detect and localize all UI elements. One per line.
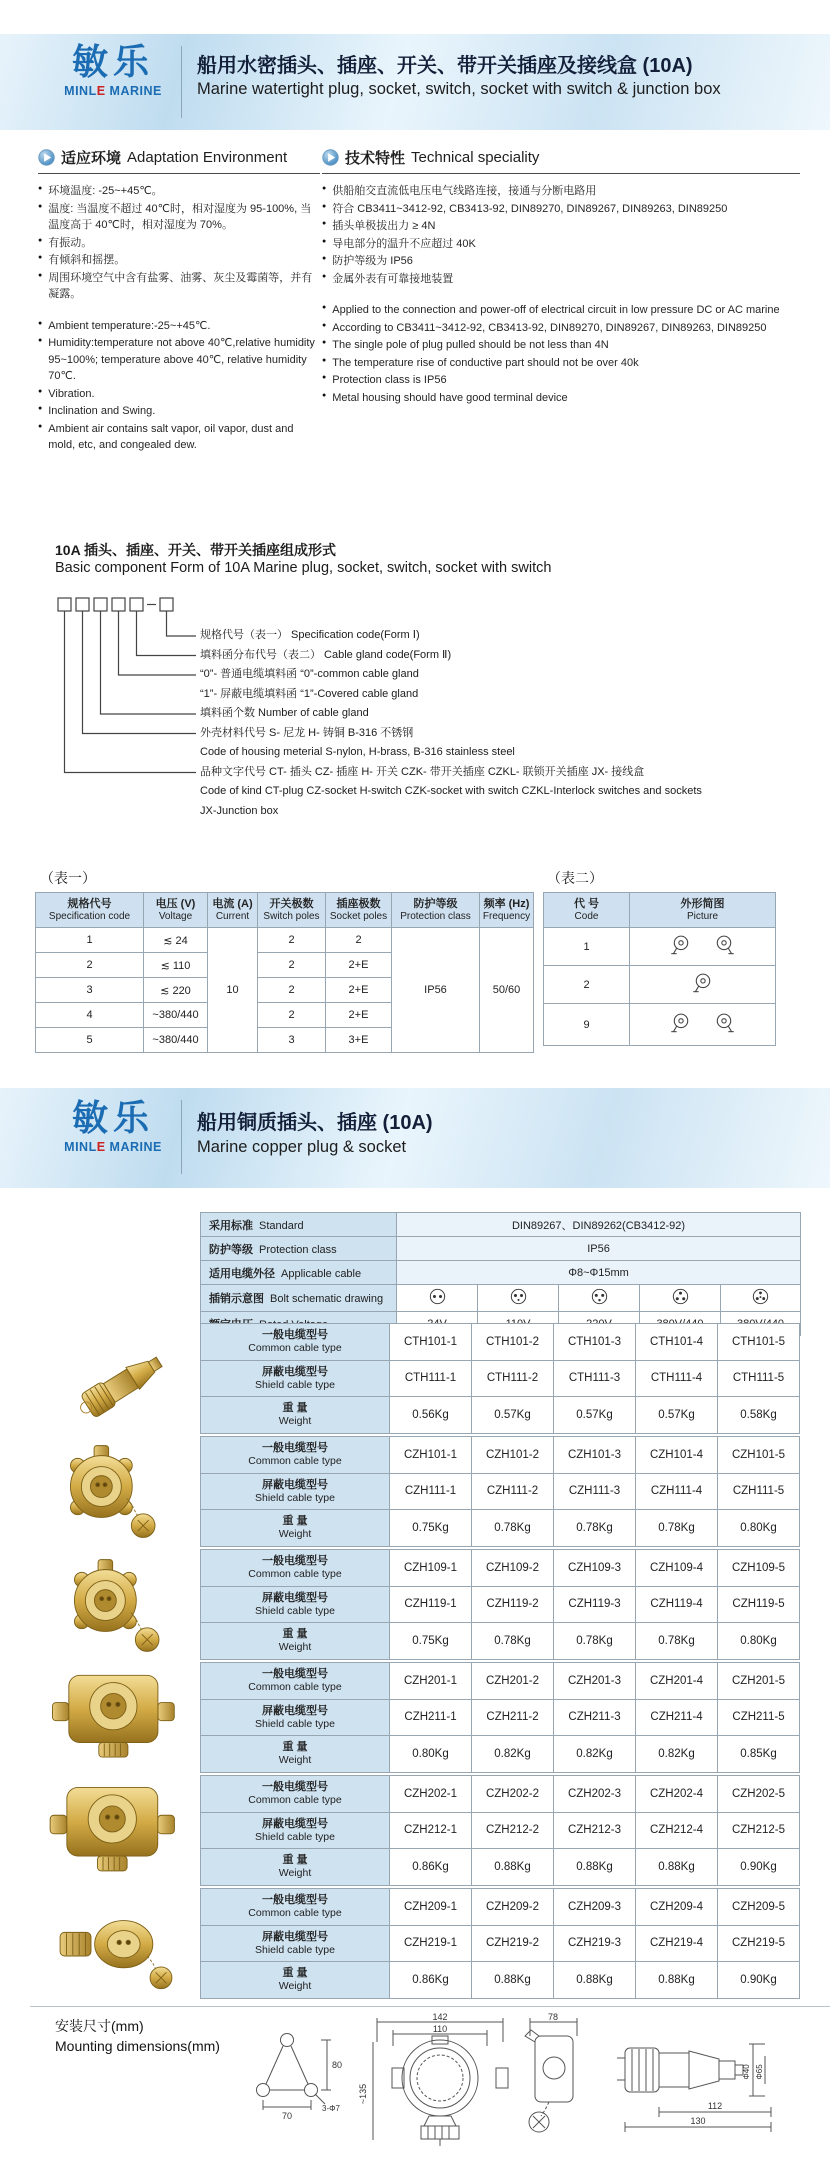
model-cell: 0.82Kg <box>636 1736 718 1773</box>
model-cell: CZH202-1 <box>390 1776 472 1813</box>
model-cell: CZH202-3 <box>554 1776 636 1813</box>
cell: 1 <box>36 928 144 953</box>
model-cell: 0.75Kg <box>390 1510 472 1547</box>
common-cable-row <box>201 1776 800 1813</box>
component-code-diagram <box>50 588 200 788</box>
col-voltage: 电压 (V) Voltage <box>144 893 208 928</box>
model-cell: CZH209-5 <box>718 1889 800 1926</box>
cell: 2 <box>258 953 326 978</box>
model-cell: CTH101-3 <box>554 1324 636 1361</box>
model-cell: CTH111-5 <box>718 1360 800 1397</box>
model-cell: CTH111-2 <box>472 1360 554 1397</box>
spec-label: 适用电缆外径 Applicable cable <box>201 1261 397 1285</box>
gland-diagram-icon <box>711 1012 737 1034</box>
row-label: 一般电缆型号 Common cable type <box>201 1324 390 1361</box>
brand-name-en: MINLE MARINE <box>64 1140 162 1154</box>
model-cell: 0.86Kg <box>390 1962 472 1999</box>
model-cell: CZH209-4 <box>636 1889 718 1926</box>
common-cable-row <box>201 1437 800 1474</box>
model-cell: CZH202-5 <box>718 1776 800 1813</box>
section-divider <box>30 2006 830 2007</box>
product-table-2 <box>200 1436 800 1547</box>
component-code-labels <box>200 626 820 821</box>
spec-label: 防护等级 Protection class <box>201 1237 397 1261</box>
bullet-item: ● According to CB3411~3412-92, CB3413-92, DIN89270, DIN89267, DIN89263, DIN89250 <box>322 320 800 337</box>
col-spec-code: 规格代号 Specification code <box>36 893 144 928</box>
bullet-item: ● 防护等级为 IP56 <box>322 253 800 270</box>
cell: ≲ 110 <box>144 953 208 978</box>
product-photo-plug <box>72 1328 182 1438</box>
spec-value: Φ8~Φ15mm <box>397 1261 801 1285</box>
cell: 2 <box>258 1003 326 1028</box>
page2-title-en: Marine copper plug & socket <box>197 1138 407 1156</box>
bullet-item: ● Ambient temperature:-25~+45℃. <box>38 318 320 335</box>
row-label: 一般电缆型号 Common cable type <box>201 1550 390 1587</box>
bullet-item: ● 金属外表有可靠接地装置 <box>322 271 800 288</box>
spec-label: 采用标准 Standard <box>201 1213 397 1237</box>
model-cell: CZH101-2 <box>472 1437 554 1474</box>
spec-row-cable <box>201 1261 801 1285</box>
code-label-line: JX-Junction box <box>200 804 279 817</box>
model-cell: CTH111-3 <box>554 1360 636 1397</box>
dim-142: 142 <box>432 2012 448 2022</box>
model-cell: 0.78Kg <box>636 1623 718 1660</box>
bullet-item: ● The single pole of plug pulled should be not less than 4N <box>322 337 800 354</box>
model-cell: CZH212-3 <box>554 1812 636 1849</box>
dim-40: Φ40 <box>742 2064 751 2080</box>
model-cell: CZH211-4 <box>636 1699 718 1736</box>
model-cell: CZH111-4 <box>636 1473 718 1510</box>
model-cell: CTH101-5 <box>718 1324 800 1361</box>
cell: 2 <box>326 928 392 953</box>
table-row <box>544 1004 776 1046</box>
pin-diagram-icon <box>478 1285 559 1312</box>
model-cell: 0.82Kg <box>472 1736 554 1773</box>
common-cable-row <box>201 1324 800 1361</box>
brand-name-cn: 敏乐 <box>71 41 154 82</box>
model-cell: CZH109-4 <box>636 1550 718 1587</box>
model-cell: CZH211-1 <box>390 1699 472 1736</box>
bullet-item: ● Humidity:temperature not above 40℃,relative humidity 95~100%; temperature above 40℃, relative humidity 70℃. <box>38 335 320 385</box>
bullet-item: ● 供船舶交直流低电压电气线路连接，接通与分断电路用 <box>322 183 800 200</box>
shield-cable-row <box>201 1360 800 1397</box>
gland-diagram-icon <box>668 1012 694 1034</box>
dim-110: 110 <box>432 2024 448 2034</box>
cell-protection: IP56 <box>392 928 480 1053</box>
row-label: 重 量 Weight <box>201 1736 390 1773</box>
row-label: 一般电缆型号 Common cable type <box>201 1663 390 1700</box>
row-label: 重 量 Weight <box>201 1623 390 1660</box>
model-cell: CTH101-1 <box>390 1324 472 1361</box>
model-cell: 0.86Kg <box>390 1849 472 1886</box>
cell: 4 <box>36 1003 144 1028</box>
product-photo-socket <box>46 1896 196 1996</box>
model-cell: 0.90Kg <box>718 1849 800 1886</box>
model-cell: CZH212-2 <box>472 1812 554 1849</box>
dim-3f7: 3-Φ7 <box>322 2104 340 2113</box>
table-row <box>544 966 776 1004</box>
technical-section <box>322 147 800 407</box>
page1-title-en: Marine watertight plug, socket, switch, socket with switch & junction box <box>197 80 721 98</box>
product-photo-socket <box>42 1668 192 1768</box>
model-cell: CTH111-4 <box>636 1360 718 1397</box>
section-arrow-icon <box>38 149 55 166</box>
code-label-line: “0”- 普通电缆填料函 “0”-common cable gland <box>200 668 419 680</box>
brand-name-cn: 敏乐 <box>71 1097 154 1138</box>
model-cell: 0.80Kg <box>718 1510 800 1547</box>
pin-diagram-icon <box>721 1285 801 1312</box>
model-cell: CZH209-3 <box>554 1889 636 1926</box>
col-protection: 防护等级 Protection class <box>392 893 480 928</box>
model-cell: 0.78Kg <box>472 1623 554 1660</box>
dim-65: Φ65 <box>755 2064 764 2080</box>
model-cell: CZH119-5 <box>718 1586 800 1623</box>
dim-70: 70 <box>281 2111 293 2121</box>
adaptation-section <box>38 147 320 455</box>
bullet-item: ● Ambient air contains salt vapor, oil vapor, dust and mold, etc, and congealed dew. <box>38 421 320 454</box>
model-cell: CZH119-3 <box>554 1586 636 1623</box>
table-row <box>544 928 776 966</box>
model-cell: CZH209-1 <box>390 1889 472 1926</box>
product-table-1 <box>200 1323 800 1434</box>
model-cell: CZH119-2 <box>472 1586 554 1623</box>
spec-label: 插销示意图 Bolt schematic drawing <box>201 1285 397 1312</box>
table2-header-row <box>544 893 776 928</box>
brand-logo <box>48 42 178 98</box>
model-cell: CZH109-3 <box>554 1550 636 1587</box>
bullet-item: ● 符合 CB3411~3412-92, CB3413-92, DIN89270, DIN89267, DIN89263, DIN89250 <box>322 201 800 218</box>
table2-caption: （表二） <box>547 870 603 886</box>
code-label-line: 填料函个数 Number of cable gland <box>200 707 369 719</box>
weight-row <box>201 1510 800 1547</box>
spec-value: IP56 <box>397 1237 801 1261</box>
product-photo-socket <box>38 1780 194 1882</box>
row-label: 重 量 Weight <box>201 1510 390 1547</box>
weight-row <box>201 1849 800 1886</box>
gland-form-table <box>543 892 776 1046</box>
cell: 3+E <box>326 1028 392 1053</box>
model-cell: CZH101-1 <box>390 1437 472 1474</box>
code-label-line: “1”- 屏蔽电缆填料函 “1”-Covered cable gland <box>200 687 419 700</box>
model-cell: CZH219-4 <box>636 1925 718 1962</box>
gland-diagram-icon <box>668 934 694 956</box>
col-current: 电流 (A) Current <box>208 893 258 928</box>
model-cell: CZH111-5 <box>718 1473 800 1510</box>
model-cell: CZH212-4 <box>636 1812 718 1849</box>
header-divider <box>181 1100 182 1174</box>
cell: 2+E <box>326 978 392 1003</box>
model-cell: CZH109-5 <box>718 1550 800 1587</box>
shield-cable-row <box>201 1812 800 1849</box>
dim-130: 130 <box>690 2116 706 2126</box>
product-photo-socket <box>44 1556 194 1656</box>
dim-112: 112 <box>707 2101 723 2111</box>
shield-cable-row <box>201 1925 800 1962</box>
model-cell: 0.88Kg <box>554 1962 636 1999</box>
header-divider <box>181 46 182 118</box>
cell-current: 10 <box>208 928 258 1053</box>
model-cell: CZH209-2 <box>472 1889 554 1926</box>
weight-row <box>201 1397 800 1434</box>
weight-row <box>201 1736 800 1773</box>
adaptation-items-cn <box>38 183 320 303</box>
row-label: 重 量 Weight <box>201 1962 390 1999</box>
cell: ~380/440 <box>144 1003 208 1028</box>
model-cell: CTH101-4 <box>636 1324 718 1361</box>
code-label-line: Code of housing meterial S-nylon, H-brass, B-316 stainless steel <box>200 746 515 758</box>
table-row <box>36 928 534 953</box>
row-label: 屏蔽电缆型号 Shield cable type <box>201 1473 390 1510</box>
model-cell: 0.57Kg <box>472 1397 554 1434</box>
page2-title-cn: 船用铜质插头、插座 (10A) <box>197 1112 433 1134</box>
gland-diagram-icon <box>711 934 737 956</box>
model-cell: CZH101-5 <box>718 1437 800 1474</box>
dim-135: ~135 <box>358 2083 368 2105</box>
spec-row-protection <box>201 1237 801 1261</box>
row-label: 一般电缆型号 Common cable type <box>201 1889 390 1926</box>
spec-row-bolt <box>201 1285 801 1312</box>
cell-picture <box>630 1004 776 1046</box>
cell: 5 <box>36 1028 144 1053</box>
row-label: 屏蔽电缆型号 Shield cable type <box>201 1586 390 1623</box>
model-cell: CZH109-1 <box>390 1550 472 1587</box>
model-cell: CZH101-3 <box>554 1437 636 1474</box>
component-title-en: Basic component Form of 10A Marine plug, socket, switch, socket with switch <box>55 560 552 576</box>
technical-items-cn <box>322 183 800 287</box>
cell-frequency: 50/60 <box>480 928 534 1053</box>
bullet-item: ● Metal housing should have good terminal device <box>322 390 800 407</box>
section-arrow-icon <box>322 149 339 166</box>
component-title-cn: 10A 插头、插座、开关、带开关插座组成形式 <box>55 542 337 558</box>
table1-caption: （表一） <box>40 870 96 886</box>
table1-header-row <box>36 893 534 928</box>
model-cell: CZH211-5 <box>718 1699 800 1736</box>
shield-cable-row <box>201 1699 800 1736</box>
col-socket-poles: 插座极数 Socket poles <box>326 893 392 928</box>
model-cell: 0.78Kg <box>472 1510 554 1547</box>
technical-title-en: Technical speciality <box>411 149 540 166</box>
pin-diagram-icon <box>559 1285 640 1312</box>
model-cell: CZH201-1 <box>390 1663 472 1700</box>
model-cell: CZH119-4 <box>636 1586 718 1623</box>
weight-row <box>201 1962 800 1999</box>
cell: 2 <box>36 953 144 978</box>
model-cell: 0.78Kg <box>636 1510 718 1547</box>
model-cell: 0.57Kg <box>636 1397 718 1434</box>
code-label-line: Code of kind CT-plug CZ-socket H-switch CZK-socket with switch CZKL-Interlock switches and sockets <box>200 785 702 797</box>
model-cell: CZH201-5 <box>718 1663 800 1700</box>
shield-cable-row <box>201 1586 800 1623</box>
row-label: 屏蔽电缆型号 Shield cable type <box>201 1360 390 1397</box>
spec-row-standard <box>201 1213 801 1237</box>
cell: 2+E <box>326 953 392 978</box>
product-table-4 <box>200 1662 800 1773</box>
model-cell: CTH111-1 <box>390 1360 472 1397</box>
cell-picture <box>630 966 776 1004</box>
model-cell: CZH212-5 <box>718 1812 800 1849</box>
col-code: 代 号 Code <box>544 893 630 928</box>
model-cell: 0.82Kg <box>554 1736 636 1773</box>
mounting-title-en: Mounting dimensions(mm) <box>55 2038 220 2054</box>
cell-code: 2 <box>544 966 630 1004</box>
model-cell: 0.78Kg <box>554 1623 636 1660</box>
product-spec-table <box>200 1212 801 1336</box>
cell: 3 <box>258 1028 326 1053</box>
model-cell: CZH202-4 <box>636 1776 718 1813</box>
shield-cable-row <box>201 1473 800 1510</box>
common-cable-row <box>201 1550 800 1587</box>
page1-title-cn: 船用水密插头、插座、开关、带开关插座及接线盒 (10A) <box>197 55 693 77</box>
bullet-item: ● Vibration. <box>38 386 320 403</box>
bullet-item: ● Applied to the connection and power-off of electrical circuit in low pressure DC or AC marine <box>322 302 800 319</box>
bullet-item: ● Protection class is IP56 <box>322 372 800 389</box>
cell-code: 9 <box>544 1004 630 1046</box>
model-cell: CZH109-2 <box>472 1550 554 1587</box>
gland-diagram-icon <box>690 972 716 994</box>
bullet-item: ● 周围环境空气中含有盐雾、油雾、灰尘及霉菌等，并有凝露。 <box>38 270 320 303</box>
col-picture: 外形简图 Picture <box>630 893 776 928</box>
model-cell: 0.75Kg <box>390 1623 472 1660</box>
model-cell: CZH201-3 <box>554 1663 636 1700</box>
cell: 2 <box>258 928 326 953</box>
model-cell: CZH201-4 <box>636 1663 718 1700</box>
bullet-item: ● The temperature rise of conductive part should not be over 40k <box>322 355 800 372</box>
spec-value: DIN89267、DIN89262(CB3412-92) <box>397 1213 801 1237</box>
col-frequency: 频率 (Hz) Frequency <box>480 893 534 928</box>
cell: 2+E <box>326 1003 392 1028</box>
technical-title-cn: 技术特性 <box>345 150 406 167</box>
code-label-line: 填料函分布代号（表二） Cable gland code(Form Ⅱ) <box>200 648 452 661</box>
model-cell: 0.90Kg <box>718 1962 800 1999</box>
model-cell: CZH211-3 <box>554 1699 636 1736</box>
dim-80: 80 <box>331 2060 343 2070</box>
bullet-item: ● 插头单极拔出力 ≥ 4N <box>322 218 800 235</box>
adaptation-header <box>38 147 320 174</box>
model-cell: CZH119-1 <box>390 1586 472 1623</box>
model-cell: CZH101-4 <box>636 1437 718 1474</box>
technical-header <box>322 147 800 174</box>
code-label-line: 品种文字代号 CT- 插头 CZ- 插座 H- 开关 CZK- 带开关插座 CZKL- 联锁开关插座 JX- 接线盒 <box>200 765 645 778</box>
model-cell: 0.56Kg <box>390 1397 472 1434</box>
cell-code: 1 <box>544 928 630 966</box>
mounting-title-cn: 安装尺寸(mm) <box>55 2018 144 2034</box>
bullet-item: ● 导电部分的温升不应超过 40K <box>322 236 800 253</box>
product-table-3 <box>200 1549 800 1660</box>
bullet-item: ● Inclination and Swing. <box>38 403 320 420</box>
product-table-6 <box>200 1888 800 1999</box>
adaptation-items-en <box>38 318 320 454</box>
model-cell: CZH111-1 <box>390 1473 472 1510</box>
row-label: 一般电缆型号 Common cable type <box>201 1776 390 1813</box>
row-label: 屏蔽电缆型号 Shield cable type <box>201 1925 390 1962</box>
cell: 2 <box>258 978 326 1003</box>
pin-diagram-icon <box>640 1285 721 1312</box>
model-cell: CZH202-2 <box>472 1776 554 1813</box>
mounting-dimensions-drawing <box>225 2012 815 2152</box>
model-cell: CZH111-2 <box>472 1473 554 1510</box>
model-cell: CZH212-1 <box>390 1812 472 1849</box>
model-cell: CZH201-2 <box>472 1663 554 1700</box>
col-switch-poles: 开关极数 Switch poles <box>258 893 326 928</box>
brand-name-en: MINLE MARINE <box>64 84 162 98</box>
common-cable-row <box>201 1663 800 1700</box>
model-cell: 0.88Kg <box>636 1962 718 1999</box>
row-label: 一般电缆型号 Common cable type <box>201 1437 390 1474</box>
model-cell: CZH211-2 <box>472 1699 554 1736</box>
adaptation-title-en: Adaptation Environment <box>127 149 288 166</box>
cell: ≲ 24 <box>144 928 208 953</box>
cell: 3 <box>36 978 144 1003</box>
product-photo-socket <box>40 1442 190 1542</box>
bullet-item: ● 环境温度: -25~+45℃。 <box>38 183 320 200</box>
row-label: 重 量 Weight <box>201 1397 390 1434</box>
technical-items-en <box>322 302 800 406</box>
code-label-line: 规格代号（表一） Specification code(Form Ⅰ) <box>200 629 420 641</box>
bullet-item: ● 有倾斜和摇摆。 <box>38 252 320 269</box>
model-cell: 0.78Kg <box>554 1510 636 1547</box>
model-cell: CZH219-2 <box>472 1925 554 1962</box>
code-label-line: 外壳材料代号 S- 尼龙 H- 铸铜 B-316 不锈钢 <box>200 726 414 739</box>
model-cell: CZH219-5 <box>718 1925 800 1962</box>
dim-78: 78 <box>547 2012 559 2022</box>
weight-row <box>201 1623 800 1660</box>
bullet-item: ● 有振动。 <box>38 235 320 252</box>
spec-form-table <box>35 892 534 1053</box>
model-cell: 0.88Kg <box>472 1962 554 1999</box>
model-cell: 0.88Kg <box>554 1849 636 1886</box>
model-cell: 0.85Kg <box>718 1736 800 1773</box>
brand-logo <box>48 1098 178 1154</box>
row-label: 重 量 Weight <box>201 1849 390 1886</box>
model-cell: 0.80Kg <box>390 1736 472 1773</box>
row-label: 屏蔽电缆型号 Shield cable type <box>201 1699 390 1736</box>
model-cell: CZH111-3 <box>554 1473 636 1510</box>
row-label: 屏蔽电缆型号 Shield cable type <box>201 1812 390 1849</box>
common-cable-row <box>201 1889 800 1926</box>
model-cell: 0.80Kg <box>718 1623 800 1660</box>
model-cell: 0.88Kg <box>472 1849 554 1886</box>
cell: ~380/440 <box>144 1028 208 1053</box>
cell-picture <box>630 928 776 966</box>
model-cell: CZH219-3 <box>554 1925 636 1962</box>
cell: ≲ 220 <box>144 978 208 1003</box>
model-cell: 0.58Kg <box>718 1397 800 1434</box>
adaptation-title-cn: 适应环境 <box>61 150 122 167</box>
product-table-5 <box>200 1775 800 1886</box>
model-cell: 0.57Kg <box>554 1397 636 1434</box>
pin-diagram-icon <box>397 1285 478 1312</box>
bullet-item: ● 温度: 当温度不超过 40℃时，相对湿度为 95-100%, 当温度高于 40℃时，相对湿度为 70%。 <box>38 201 320 234</box>
model-cell: CZH219-1 <box>390 1925 472 1962</box>
model-cell: CTH101-2 <box>472 1324 554 1361</box>
model-cell: 0.88Kg <box>636 1849 718 1886</box>
